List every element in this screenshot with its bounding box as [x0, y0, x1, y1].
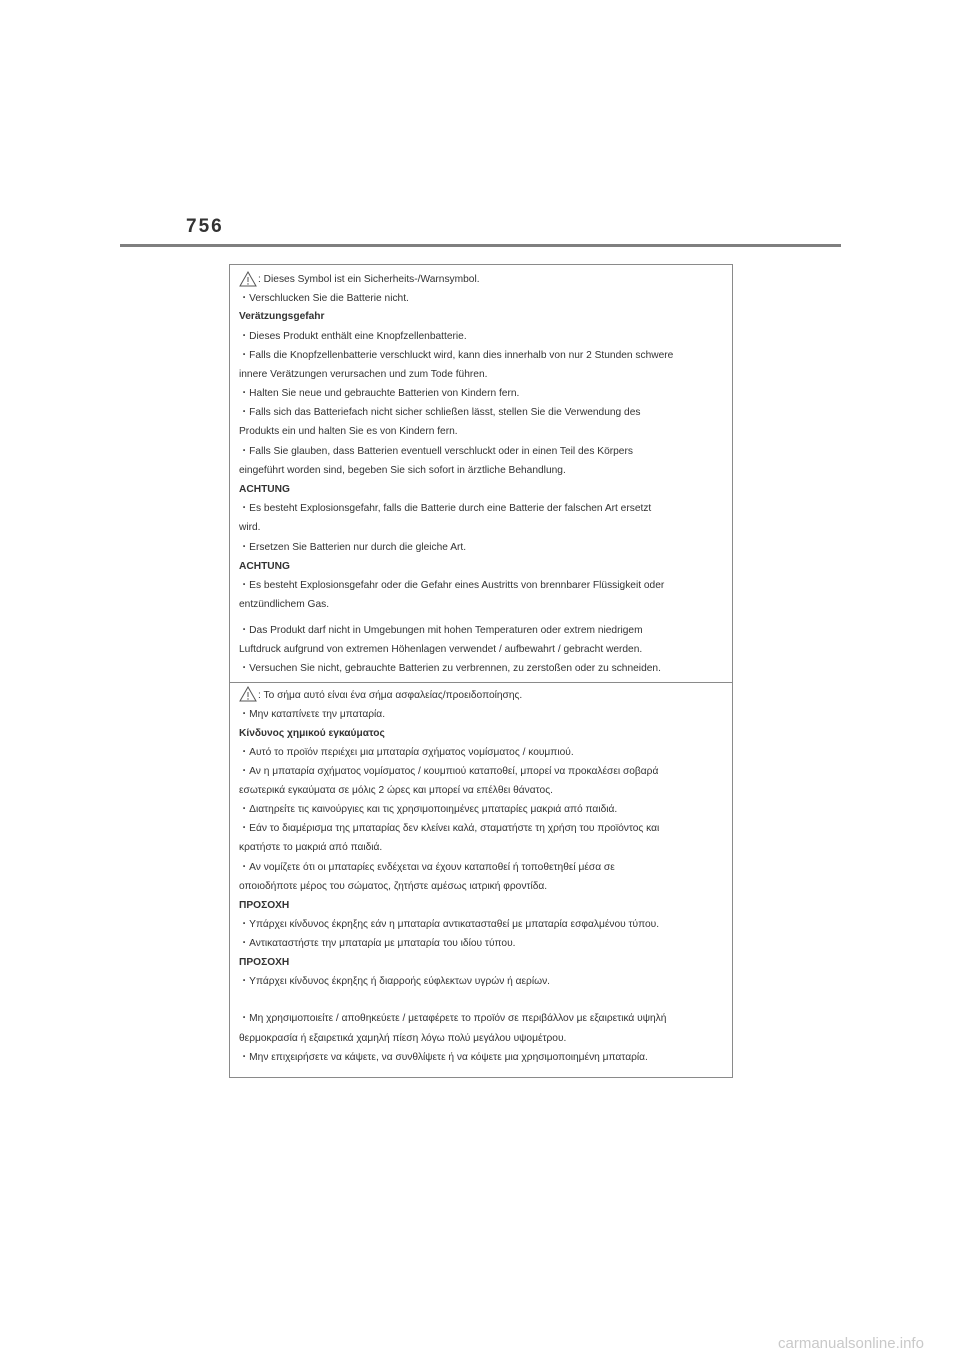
- de-line: eingeführt worden sind, begeben Sie sich sofort in ärztliche Behandlung.: [239, 465, 566, 476]
- el-symbol-text: : Το σήμα αυτό είναι ένα σήμα ασφαλείας/προειδοποίησης.: [258, 690, 523, 701]
- de-line: ・Es besteht Explosionsgefahr, falls die Batterie durch eine Batterie der falschen Art ersetzt: [239, 503, 652, 514]
- battery-warning-notice: [229, 264, 733, 1078]
- el-heading: ΠΡΟΣΟΧΗ: [239, 957, 290, 968]
- el-line: ・Μην επιχειρήσετε να κάψετε, να συνθλίψετε ή να κόψετε μια χρησιμοποιημένη μπαταρία.: [239, 1052, 648, 1063]
- el-line: ・Αν η μπαταρία σχήματος νομίσματος / κουμπιού καταποθεί, μπορεί να προκαλέσει σοβαρά: [239, 766, 659, 777]
- de-line: Produkts ein und halten Sie es von Kindern fern.: [239, 426, 458, 437]
- de-symbol-text: : Dieses Symbol ist ein Sicherheits-/Warnsymbol.: [258, 274, 480, 285]
- de-heading: ACHTUNG: [239, 561, 290, 572]
- de-line: ・Ersetzen Sie Batterien nur durch die gleiche Art.: [239, 542, 467, 553]
- warning-triangle-icon: [239, 686, 257, 702]
- de-line: ・Es besteht Explosionsgefahr oder die Gefahr eines Austritts von brennbarer Flüssigkeit oder: [239, 580, 665, 591]
- el-heading: ΠΡΟΣΟΧΗ: [239, 900, 290, 911]
- de-line: ・Falls die Knopfzellenbatterie verschluckt wird, kann dies innerhalb von nur 2 Stunden schwere: [239, 350, 674, 361]
- section-divider: [230, 682, 732, 683]
- el-line: κρατήστε το μακριά από παιδιά.: [239, 842, 383, 853]
- de-line: wird.: [239, 522, 261, 533]
- el-line: ・Εάν το διαμέρισμα της μπαταρίας δεν κλείνει καλά, σταματήστε τη χρήση του προϊόντος και: [239, 823, 660, 834]
- el-line: ・Υπάρχει κίνδυνος έκρηξης εάν η μπαταρία αντικατασταθεί με μπαταρία εσφαλμένου τύπου.: [239, 919, 660, 930]
- el-line: οποιοδήποτε μέρος του σώματος, ζητήστε αμέσως ιατρική φροντίδα.: [239, 881, 548, 892]
- de-line: ・Falls sich das Batteriefach nicht sicher schließen lässt, stellen Sie die Verwendung des: [239, 407, 641, 418]
- de-line: innere Verätzungen verursachen und zum Tode führen.: [239, 369, 488, 380]
- el-line: ・Μη χρησιμοποιείτε / αποθηκεύετε / μεταφέρετε το προϊόν σε περιβάλλον με εξαιρετικά υψηλή: [239, 1013, 667, 1024]
- el-line: ・Αν νομίζετε ότι οι μπαταρίες ενδέχεται να έχουν καταποθεί ή τοποθετηθεί μέσα σε: [239, 862, 615, 873]
- de-line: Luftdruck aufgrund von extremen Höhenlagen verwendet / aufbewahrt / gebracht werden.: [239, 644, 643, 655]
- de-line: ・Das Produkt darf nicht in Umgebungen mit hohen Temperaturen oder extrem niedrigem: [239, 625, 643, 636]
- de-line: entzündlichem Gas.: [239, 599, 330, 610]
- de-line: ・Falls Sie glauben, dass Batterien eventuell verschluckt oder in einen Teil des Körpers: [239, 446, 633, 457]
- el-line: ・Υπάρχει κίνδυνος έκρηξης ή διαρροής εύφλεκτων υγρών ή αερίων.: [239, 976, 550, 987]
- watermark: carmanualsonline.info: [778, 1335, 924, 1352]
- el-heading: Κίνδυνος χημικού εγκαύματος: [239, 728, 385, 739]
- page-number: 756: [186, 216, 224, 237]
- header-rule: [120, 244, 841, 247]
- el-line: ・Διατηρείτε τις καινούργιες και τις χρησιμοποιημένες μπαταρίες μακριά από παιδιά.: [239, 804, 618, 815]
- el-line: ・Μην καταπίνετε την μπαταρία.: [239, 709, 386, 720]
- el-line: εσωτερικά εγκαύματα σε μόλις 2 ώρες και μπορεί να επέλθει θάνατος.: [239, 785, 553, 796]
- el-line: θερμοκρασία ή εξαιρετικά χαμηλή πίεση λόγω πολύ μεγάλου υψομέτρου.: [239, 1033, 567, 1044]
- el-line: ・Αντικαταστήστε την μπαταρία με μπαταρία του ιδίου τύπου.: [239, 938, 516, 949]
- de-line: ・Halten Sie neue und gebrauchte Batterien von Kindern fern.: [239, 388, 520, 399]
- el-line: ・Αυτό το προϊόν περιέχει μια μπαταρία σχήματος νομίσματος / κουμπιού.: [239, 747, 574, 758]
- de-heading: ACHTUNG: [239, 484, 290, 495]
- warning-triangle-icon: [239, 271, 257, 287]
- de-line: ・Versuchen Sie nicht, gebrauchte Batterien zu verbrennen, zu zerstoßen oder zu schneiden.: [239, 663, 661, 674]
- de-heading: Verätzungsgefahr: [239, 311, 325, 322]
- de-line: ・Dieses Produkt enthält eine Knopfzellenbatterie.: [239, 331, 467, 342]
- de-line: ・Verschlucken Sie die Batterie nicht.: [239, 293, 409, 304]
